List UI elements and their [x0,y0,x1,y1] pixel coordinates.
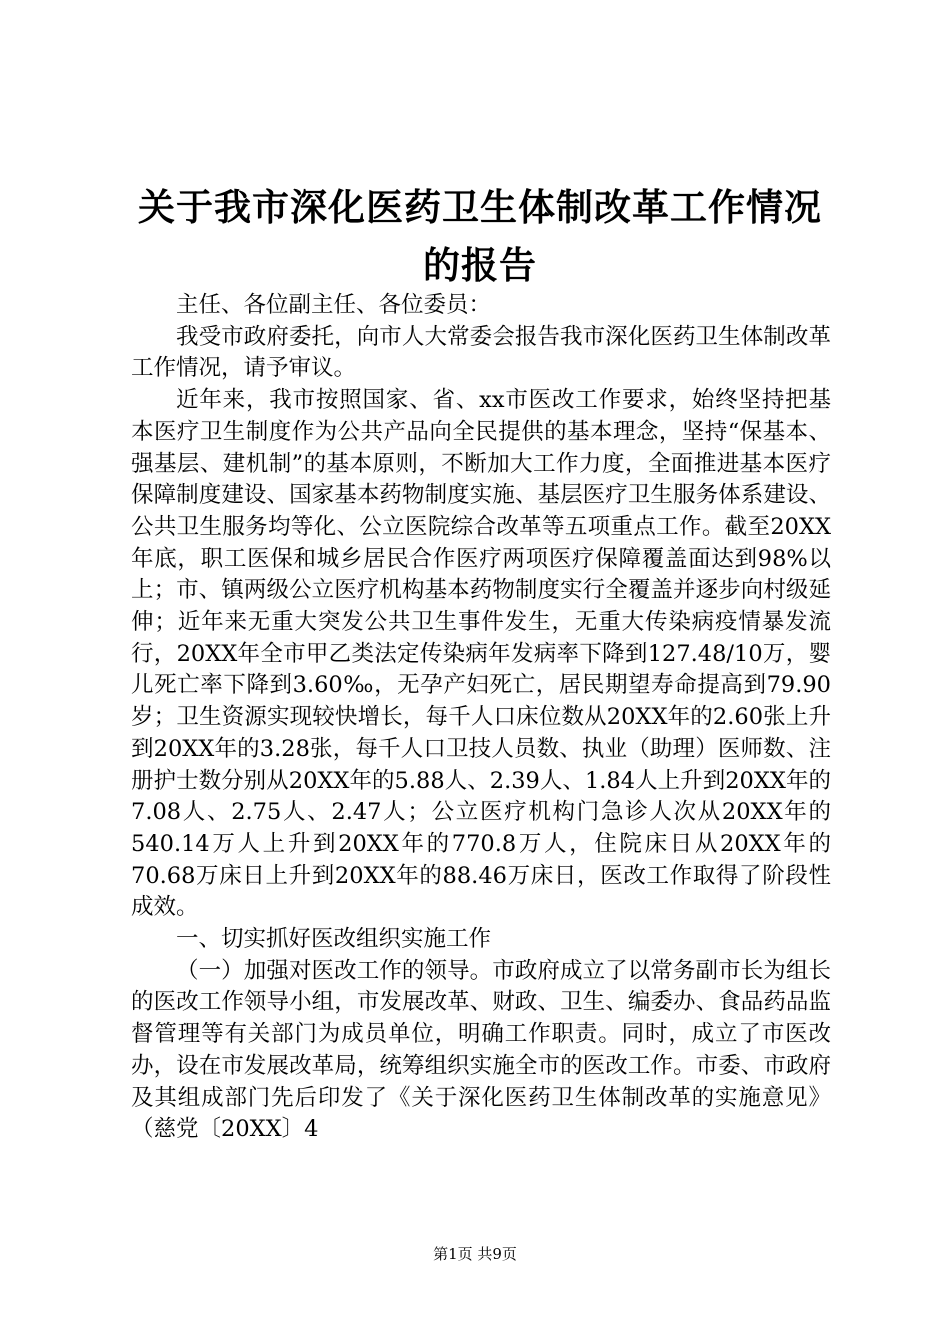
document-body [131,290,831,1146]
intro-paragraph: 我受市政府委托，向市人大常委会报告我市深化医药卫生体制改革工作情况，请予审议。 [131,323,831,382]
summary-paragraph: 近年来，我市按照国家、省、xx市医改工作要求，始终坚持把基本医疗卫生制度作为公共产品向全民提供的基本理念，坚持“保基本、强基层、建机制”的基本原则，不断加大工作力度，全面推进基本医疗保障制度建设、国家基本药物制度实施、基层医疗卫生服务体系建设、公共卫生服务均等化、公立医院综合改革等五项重点工作。截至20XX年底，职工医保和城乡居民合作医疗两项医疗保障覆盖面达到98%以上；市、镇两级公立医疗机构基本药物制度实行全覆盖并逐步向村级延伸；近年来无重大突发公共卫生事件发生，无重大传染病疫情暴发流行，20XX年全市甲乙类法定传染病年发病率下降到127.48/10万，婴儿死亡率下降到3.60‰，无孕产妇死亡，居民期望寿命提高到79.90岁；卫生资源实现较快增长，每千人口床位数从20XX年的2.60张上升到20XX年的3.28张，每千人口卫技人员数、执业（助理）医师数、注册护士数分别从20XX年的5.88人、2.39人、1.84人上升到20XX年的7.08人、2.75人、2.47人；公立医疗机构门急诊人次从20XX年的540.14万人上升到20XX年的770.8万人，住院床日从20XX年的70.68万床日上升到20XX年的88.46万床日，医改工作取得了阶段性成效。 [131,387,831,921]
document-title: 关于我市深化医药卫生体制改革工作情况的报告 [138,185,822,287]
page-number-footer: 第1页 共9页 [433,1245,517,1263]
salutation-paragraph: 主任、各位副主任、各位委员： [176,292,492,318]
section-heading: 一、切实抓好医改组织实施工作 [176,926,492,953]
subsection-paragraph: （一）加强对医改工作的领导。市政府成立了以常务副市长为组长的医改工作领导小组，市发展改革、财政、卫生、编委办、食品药品监督管理等有关部门为成员单位，明确工作职责。同时，成立了市医改办，设在市发展改革局，统筹组织实施全市的医改工作。市委、市政府及其组成部门先后印发了《关于深化医药卫生体制改革的实施意见》（慈党〔20XX〕4 [131,957,831,1143]
